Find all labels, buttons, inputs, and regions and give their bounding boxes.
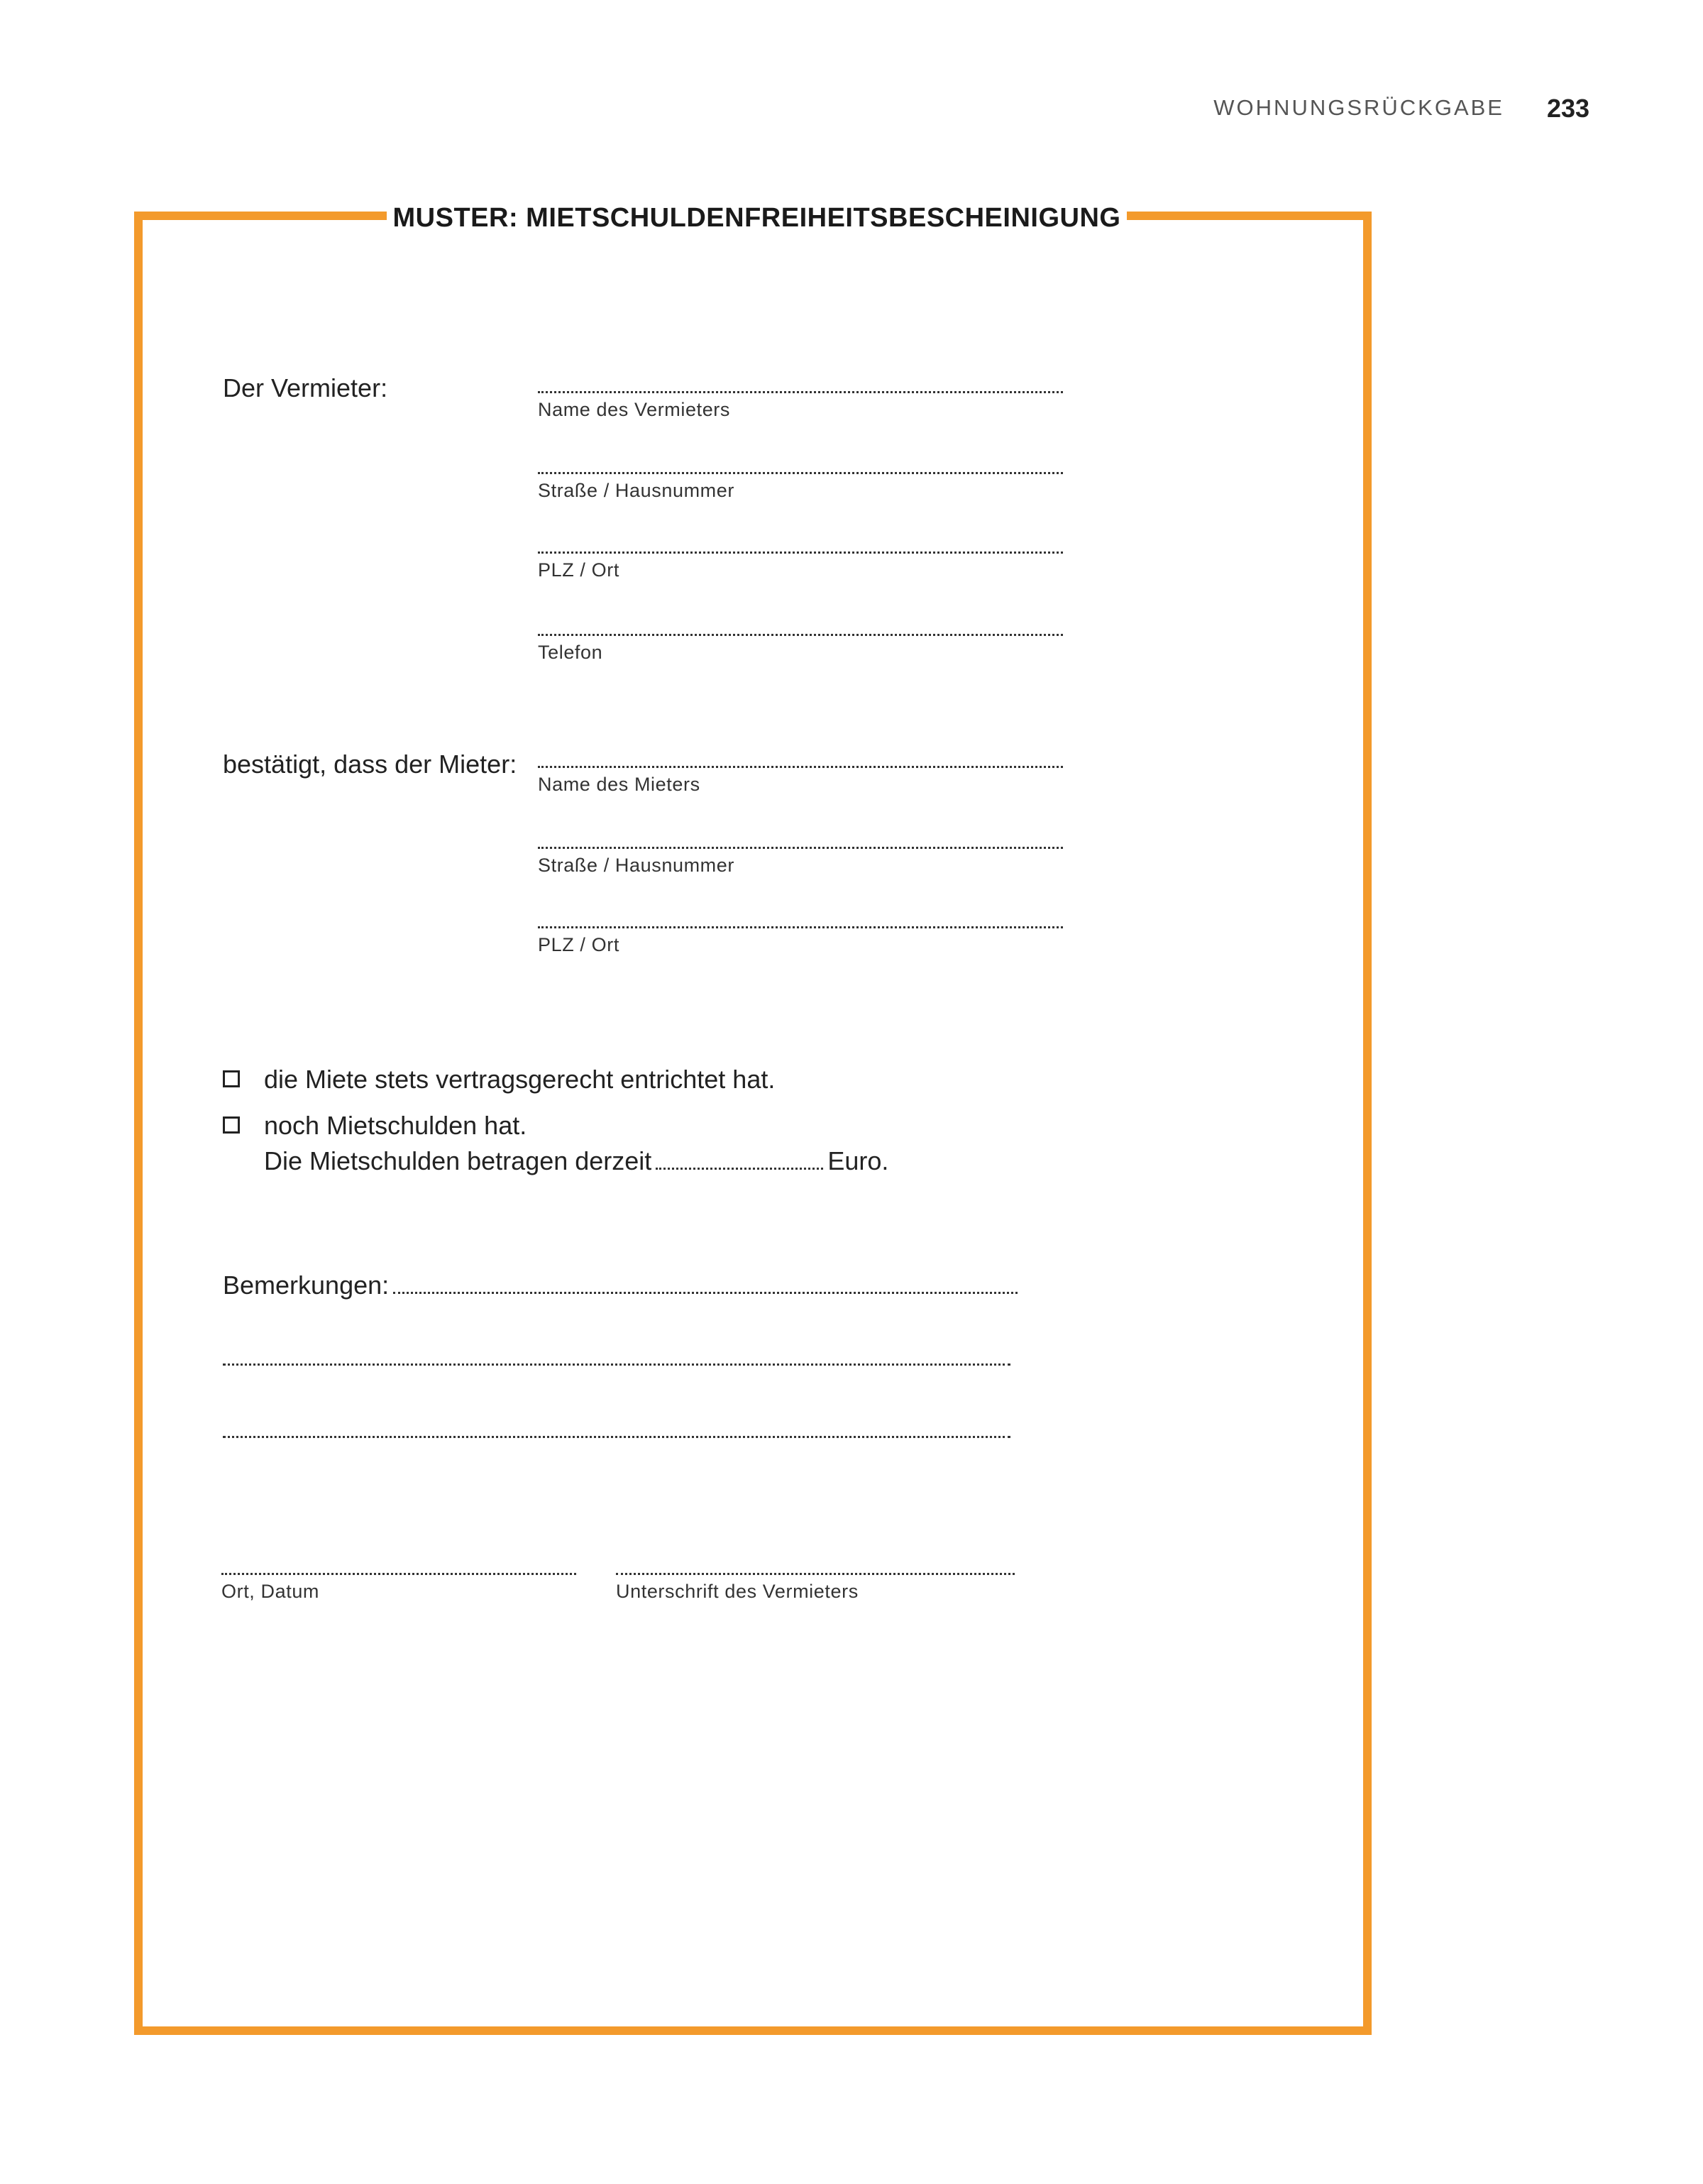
dotted-line bbox=[221, 1573, 576, 1575]
field-caption: Telefon bbox=[538, 642, 603, 663]
option-label: noch Mietschulden hat. bbox=[264, 1111, 527, 1140]
remarks-label: Bemerkungen: bbox=[223, 1271, 390, 1300]
field-caption: Straße / Hausnummer bbox=[538, 855, 734, 876]
dotted-line bbox=[538, 634, 1063, 636]
tenant-label: bestätigt, dass der Mieter: bbox=[223, 750, 517, 779]
tenant-name-field[interactable] bbox=[538, 766, 1063, 796]
dotted-line bbox=[616, 1573, 1015, 1575]
remarks-field-1[interactable] bbox=[393, 1292, 1018, 1294]
dotted-line bbox=[538, 391, 1063, 393]
place-date-field[interactable] bbox=[221, 1573, 576, 1603]
running-header: WOHNUNGSRÜCKGABE bbox=[1213, 95, 1504, 120]
landlord-phone-field[interactable] bbox=[538, 634, 1063, 664]
form-title: MUSTER: MIETSCHULDENFREIHEITSBESCHEINIGUNG bbox=[392, 203, 1121, 233]
option-label: die Miete stets vertragsgerecht entrichtet hat. bbox=[264, 1065, 776, 1094]
tenant-street-field[interactable] bbox=[538, 847, 1063, 877]
checkbox-rent-debt[interactable] bbox=[223, 1116, 240, 1134]
checkbox-rent-paid[interactable] bbox=[223, 1070, 240, 1087]
field-caption: Name des Mieters bbox=[538, 774, 700, 795]
landlord-street-field[interactable] bbox=[538, 472, 1063, 502]
remarks-field-3[interactable] bbox=[223, 1436, 1010, 1438]
landlord-label: Der Vermieter: bbox=[223, 373, 388, 402]
tenant-city-field[interactable] bbox=[538, 926, 1063, 956]
place-date-caption: Ort, Datum bbox=[221, 1581, 320, 1602]
debt-amount-prefix: Die Mietschulden betragen derzeit bbox=[264, 1146, 652, 1175]
dotted-line bbox=[538, 552, 1063, 554]
signature-caption: Unterschrift des Vermieters bbox=[616, 1581, 859, 1602]
remarks-line-1 bbox=[223, 1271, 1022, 1300]
debt-amount-field[interactable] bbox=[656, 1168, 823, 1170]
debt-amount-line bbox=[264, 1146, 888, 1176]
page-number: 233 bbox=[1547, 94, 1590, 123]
remarks-field-2[interactable] bbox=[223, 1363, 1010, 1366]
field-caption: PLZ / Ort bbox=[538, 559, 619, 581]
field-caption: Straße / Hausnummer bbox=[538, 480, 734, 501]
frame-top-left bbox=[134, 212, 387, 220]
landlord-name-field[interactable] bbox=[538, 391, 1063, 421]
dotted-line bbox=[538, 766, 1063, 768]
dotted-line bbox=[538, 472, 1063, 474]
field-caption: PLZ / Ort bbox=[538, 934, 619, 955]
landlord-signature-field[interactable] bbox=[616, 1573, 1015, 1603]
dotted-line bbox=[538, 847, 1063, 849]
landlord-city-field[interactable] bbox=[538, 552, 1063, 581]
frame-top-right bbox=[1127, 212, 1372, 220]
debt-amount-suffix: Euro. bbox=[827, 1146, 889, 1175]
field-caption: Name des Vermieters bbox=[538, 399, 730, 420]
dotted-line bbox=[538, 926, 1063, 928]
